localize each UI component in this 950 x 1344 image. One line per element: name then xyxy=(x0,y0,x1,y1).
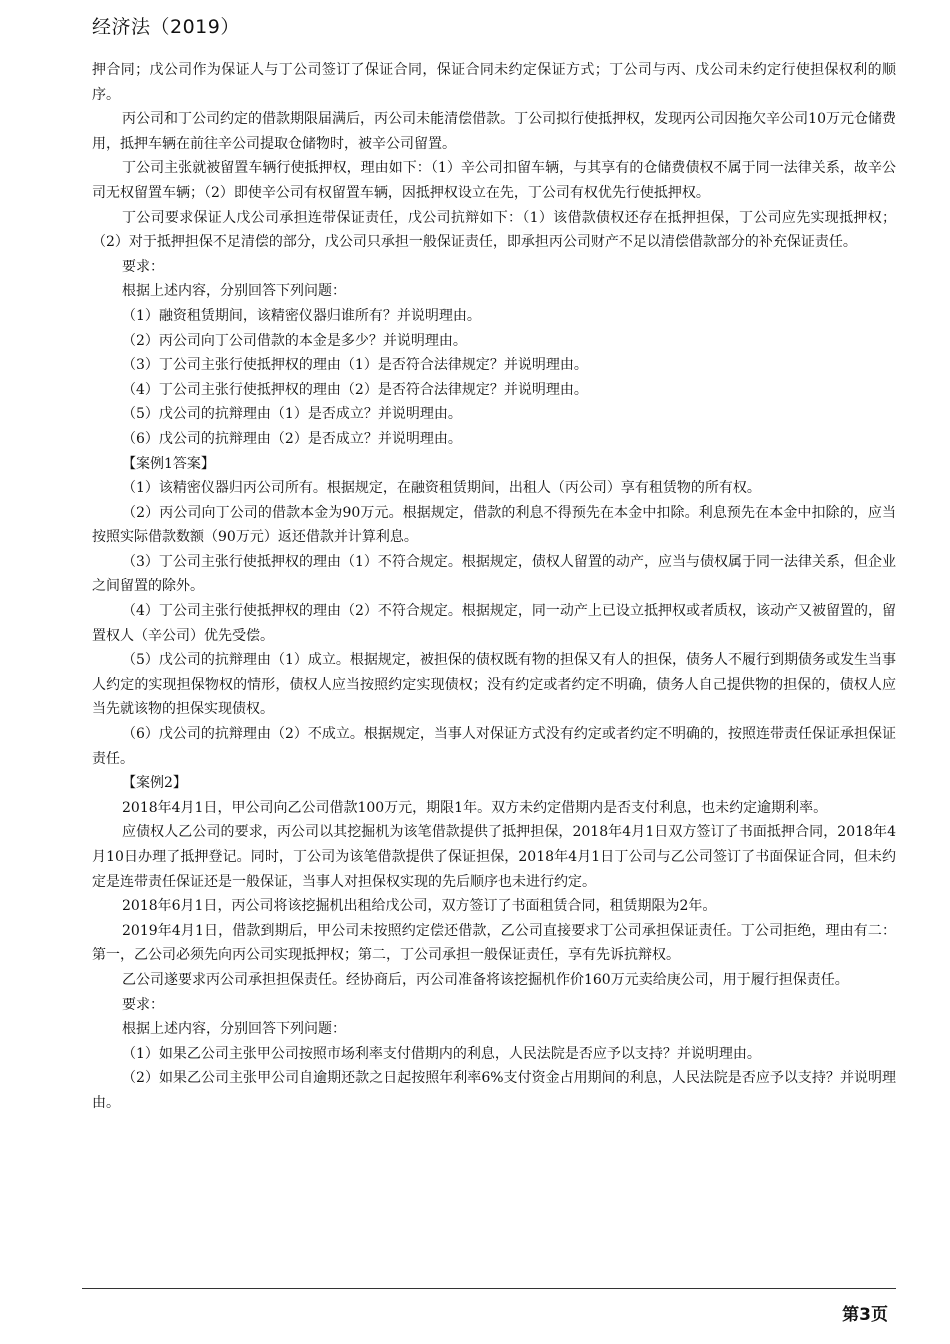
paragraph: （6）戊公司的抗辩理由（2）不成立。根据规定，当事人对保证方式没有约定或者约定不明确的，按照连带责任保证承担保证责任。 xyxy=(92,726,896,767)
paragraph: 根据上述内容，分别回答下列问题： xyxy=(122,1021,346,1038)
paragraph: （2）丙公司向丁公司借款的本金是多少？并说明理由。 xyxy=(122,332,467,349)
paragraph: （5）戊公司的抗辩理由（1）成立。根据规定，被担保的债权既有物的担保又有人的担保，债务人不履行到期债务或发生当事人约定的实现担保物权的情形，债权人应当按照约定实现债权；没有约定或者约定不明确，债务人自己提供物的担保的，债权人应当先就该物的担保实现债权。 xyxy=(92,652,896,718)
paragraph: （2）如果乙公司主张甲公司自逾期还款之日起按照年利率6%支付资金占用期间的利息，人民法院是否应予以支持？并说明理由。 xyxy=(92,1070,896,1111)
paragraph: 2018年6月1日，丙公司将该挖掘机出租给戊公司，双方签订了书面租赁合同，租赁期限为2年。 xyxy=(122,898,717,915)
paragraph: 【案例1答案】 xyxy=(122,455,215,472)
paragraph: 丁公司要求保证人戊公司承担连带保证责任，戊公司抗辩如下：（1）该借款债权还存在抵押担保，丁公司应先实现抵押权；（2）对于抵押担保不足清偿的部分，戊公司只承担一般保证责任，即承担丙公司财产不足以清偿借款部分的补充保证责任。 xyxy=(92,209,896,251)
document-body xyxy=(92,58,896,1116)
paragraph: 应债权人乙公司的要求，丙公司以其挖掘机为该笔借款提供了抵押担保，2018年4月1日双方签订了书面抵押合同，2018年4月10日办理了抵押登记。同时，丁公司为该笔借款提供了保证担保，2018年4月1日丁公司与乙公司签订了书面保证合同，但未约定是连带责任保证还是一般保证，当事人对担保权实现的先后顺序也未进行约定。 xyxy=(92,824,896,890)
paragraph: 押合同；戊公司作为保证人与丁公司签订了保证合同，保证合同未约定保证方式；丁公司与丙、戊公司未约定行使担保权利的顺序。 xyxy=(92,62,896,103)
paragraph: （4）丁公司主张行使抵押权的理由（2）不符合规定。根据规定，同一动产上已设立抵押权或者质权，该动产又被留置的，留置权人（辛公司）优先受偿。 xyxy=(92,603,896,644)
paragraph: 要求： xyxy=(122,258,164,275)
paragraph: （1）融资租赁期间，该精密仪器归谁所有？并说明理由。 xyxy=(122,307,481,324)
paragraph: 要求： xyxy=(122,996,164,1013)
footer-divider xyxy=(82,1288,896,1289)
paragraph: 根据上述内容，分别回答下列问题： xyxy=(122,283,346,300)
paragraph: 2019年4月1日，借款到期后，甲公司未按照约定偿还借款，乙公司直接要求丁公司承担保证责任。丁公司拒绝，理由有二：第一，乙公司必须先向丙公司实现抵押权；第二，丁公司承担一般保证责任，享有先诉抗辩权。 xyxy=(92,922,896,964)
paragraph: （1）该精密仪器归丙公司所有。根据规定，在融资租赁期间，出租人（丙公司）享有租赁物的所有权。 xyxy=(122,480,761,497)
paragraph: 2018年4月1日，甲公司向乙公司借款100万元，期限1年。双方未约定借期内是否支付利息，也未约定逾期利率。 xyxy=(122,799,828,816)
paragraph: 【案例2】 xyxy=(122,775,187,792)
page-number: 第3页 xyxy=(842,1305,888,1325)
paragraph: （4）丁公司主张行使抵押权的理由（2）是否符合法律规定？并说明理由。 xyxy=(122,381,588,398)
paragraph: （5）戊公司的抗辩理由（1）是否成立？并说明理由。 xyxy=(122,406,462,423)
paragraph: 乙公司遂要求丙公司承担担保责任。经协商后，丙公司准备将该挖掘机作价160万元卖给庚公司，用于履行担保责任。 xyxy=(122,971,849,988)
paragraph: （2）丙公司向丁公司的借款本金为90万元。根据规定，借款的利息不得预先在本金中扣除。利息预先在本金中扣除的，应当按照实际借款数额（90万元）返还借款并计算利息。 xyxy=(92,504,896,546)
paragraph: （3）丁公司主张行使抵押权的理由（1）是否符合法律规定？并说明理由。 xyxy=(122,357,588,374)
paragraph: 丁公司主张就被留置车辆行使抵押权，理由如下：（1）辛公司扣留车辆，与其享有的仓储费债权不属于同一法律关系，故辛公司无权留置车辆；（2）即使辛公司有权留置车辆，因抵押权设立在先，丁公司有权优先行使抵押权。 xyxy=(92,160,896,201)
paragraph: 丙公司和丁公司约定的借款期限届满后，丙公司未能清偿借款。丁公司拟行使抵押权，发现丙公司因拖欠辛公司10万元仓储费用，抵押车辆在前往辛公司提取仓储物时，被辛公司留置。 xyxy=(92,111,896,152)
paragraph: （3）丁公司主张行使抵押权的理由（1）不符合规定。根据规定，债权人留置的动产，应当与债权属于同一法律关系，但企业之间留置的除外。 xyxy=(92,553,896,595)
document-header-title: 经济法（2019） xyxy=(92,16,240,38)
paragraph: （6）戊公司的抗辩理由（2）是否成立？并说明理由。 xyxy=(122,430,462,447)
paragraph: （1）如果乙公司主张甲公司按照市场利率支付借期内的利息，人民法院是否应予以支持？并说明理由。 xyxy=(122,1045,761,1062)
